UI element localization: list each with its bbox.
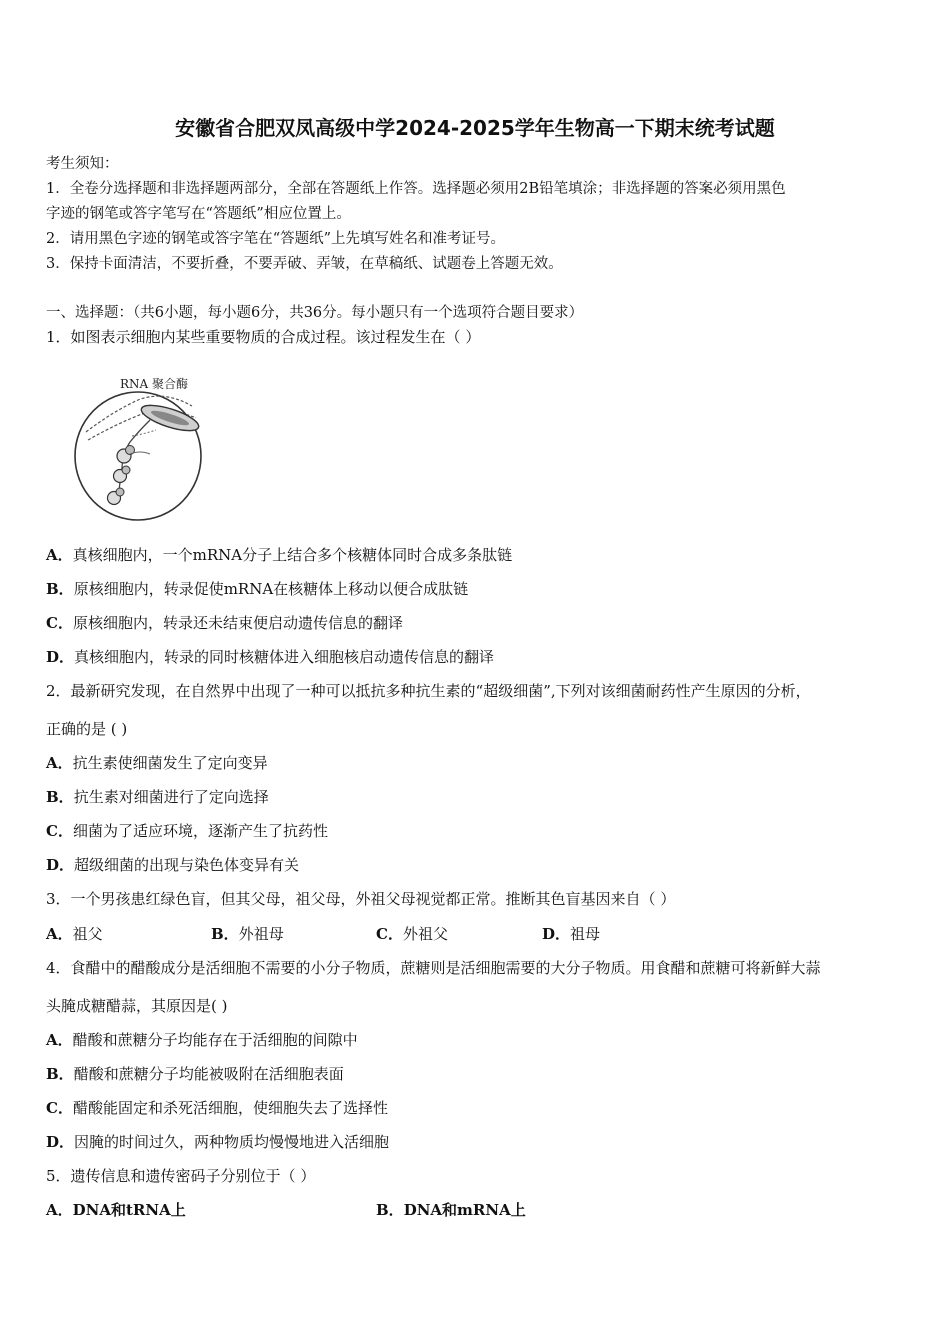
q2-option-c-key: C． (46, 822, 73, 840)
q1-option-c[interactable] (46, 612, 403, 633)
q1-option-c-text: 原核细胞内，转录还未结束便启动遗传信息的翻译 (72, 614, 403, 632)
ribosome-3-small (116, 488, 124, 496)
q4-option-c-key: C． (46, 1099, 73, 1117)
notice-line-3: 3．保持卡面清洁，不要折叠，不要弄破、弄皱，在草稿纸、试题卷上答题无效。 (46, 256, 563, 272)
q5-stem: 5．遗传信息和遗传密码子分别位于（ ） (46, 1167, 316, 1185)
q1-option-d-text: 真核细胞内，转录的同时核糖体进入细胞核启动遗传信息的翻译 (74, 648, 495, 666)
q2-option-b-key: B． (46, 788, 74, 806)
q1-option-b-key: B． (46, 580, 74, 598)
q4-option-a-key: A． (46, 1031, 73, 1049)
notice-line-1b: 字迹的钢笔或答字笔写在“答题纸”相应位置上。 (46, 206, 351, 222)
notice-line-2: 2．请用黑色字迹的钢笔或答字笔在“答题纸”上先填写姓名和准考证号。 (46, 231, 506, 247)
figure-label-rna-polymerase: RNA 聚合酶 (120, 377, 189, 391)
q4-option-d-text: 因腌的时间过久，两种物质均慢慢地进入活细胞 (74, 1133, 390, 1151)
q2-option-d-key: D． (46, 856, 75, 874)
q2-stem-line-1: 2．最新研究发现，在自然界中出现了一种可以抵抗多种抗生素的“超级细菌”,下列对该细菌耐药性产生原因的分析， (46, 682, 811, 700)
q2-option-a-text: 抗生素使细菌发生了定向变异 (72, 754, 268, 772)
q1-option-a-key: A． (46, 546, 73, 564)
q2-option-d[interactable] (46, 854, 299, 875)
q3-option-a[interactable] (46, 923, 103, 944)
q1-option-c-key: C． (46, 614, 73, 632)
ribosome-2-small (122, 466, 130, 474)
q3-stem: 3．一个男孩患红绿色盲，但其父母，祖父母，外祖父母视觉都正常。推断其色盲基因来自（ ） (46, 890, 676, 908)
q4-option-d-key: D． (46, 1133, 75, 1151)
q1-stem: 1．如图表示细胞内某些重要物质的合成过程。该过程发生在（ ） (46, 328, 481, 346)
q3-option-c-text: 外祖父 (402, 925, 448, 943)
q3-option-b-key: B． (211, 925, 239, 943)
section-heading-choice: 一、选择题：（共6小题，每小题6分，共36分。每小题只有一个选项符合题目要求） (46, 305, 584, 321)
q3-option-d-key: D． (542, 925, 571, 943)
q2-option-b-text: 抗生素对细菌进行了定向选择 (73, 788, 269, 806)
exam-title: 安徽省合肥双凤高级中学2024-2025学年生物高一下期末统考试题 (175, 116, 775, 140)
q4-option-b-key: B． (46, 1065, 74, 1083)
q2-option-b[interactable] (46, 786, 269, 807)
q2-stem-line-2: 正确的是 ( ) (46, 720, 128, 738)
q1-option-b[interactable] (46, 578, 468, 599)
q4-stem-line-1: 4．食醋中的醋酸成分是活细胞不需要的小分子物质，蔗糖则是活细胞需要的大分子物质。用食醋和蔗糖可将新鲜大蒜 (46, 959, 821, 977)
q3-option-d[interactable] (542, 923, 600, 944)
transcription-translation-figure (72, 370, 212, 528)
q4-stem-line-2: 头腌成糖醋蒜，其原因是( ) (46, 997, 228, 1015)
q3-option-b[interactable] (211, 923, 284, 944)
q1-option-a[interactable] (46, 544, 512, 565)
q5-option-b-text: DNA和mRNA上 (403, 1201, 526, 1219)
cell-outline (75, 392, 201, 520)
q1-option-b-text: 原核细胞内，转录促使mRNA在核糖体上移动以便合成肽链 (73, 580, 469, 598)
q3-option-c[interactable] (376, 923, 448, 944)
q4-option-a-text: 醋酸和蔗糖分子均能存在于活细胞的间隙中 (72, 1031, 358, 1049)
q4-option-d[interactable] (46, 1131, 389, 1152)
q5-option-b-key: B． (376, 1201, 404, 1219)
q3-option-b-text: 外祖母 (238, 925, 284, 943)
q3-option-c-key: C． (376, 925, 403, 943)
q5-option-a[interactable] (46, 1199, 186, 1220)
q3-option-a-key: A． (46, 925, 73, 943)
q4-option-b-text: 醋酸和蔗糖分子均能被吸附在活细胞表面 (73, 1065, 344, 1083)
q5-option-a-key: A． (46, 1201, 73, 1219)
q2-option-a-key: A． (46, 754, 73, 772)
q4-option-a[interactable] (46, 1029, 358, 1050)
q2-option-c-text: 细菌为了适应环境，逐渐产生了抗药性 (72, 822, 328, 840)
q5-option-b[interactable] (376, 1199, 526, 1220)
q1-option-a-text: 真核细胞内，一个mRNA分子上结合多个核糖体同时合成多条肽链 (72, 546, 513, 564)
q2-option-a[interactable] (46, 752, 268, 773)
q5-option-a-text: DNA和tRNA上 (72, 1201, 186, 1219)
q3-option-a-text: 祖父 (72, 925, 103, 943)
q4-option-c[interactable] (46, 1097, 388, 1118)
q1-option-d[interactable] (46, 646, 494, 667)
notice-line-1a: 1．全卷分选择题和非选择题两部分，全部在答题纸上作答。选择题必须用2B铅笔填涂；非选择题的答案必须用黑色 (46, 181, 786, 197)
figure-svg (72, 370, 212, 528)
q2-option-c[interactable] (46, 820, 328, 841)
q3-option-d-text: 祖母 (570, 925, 601, 943)
q2-option-d-text: 超级细菌的出现与染色体变异有关 (74, 856, 300, 874)
notice-heading: 考生须知： (46, 156, 119, 172)
q4-option-b[interactable] (46, 1063, 344, 1084)
q4-option-c-text: 醋酸能固定和杀死活细胞，使细胞失去了选择性 (72, 1099, 388, 1117)
q1-option-d-key: D． (46, 648, 75, 666)
